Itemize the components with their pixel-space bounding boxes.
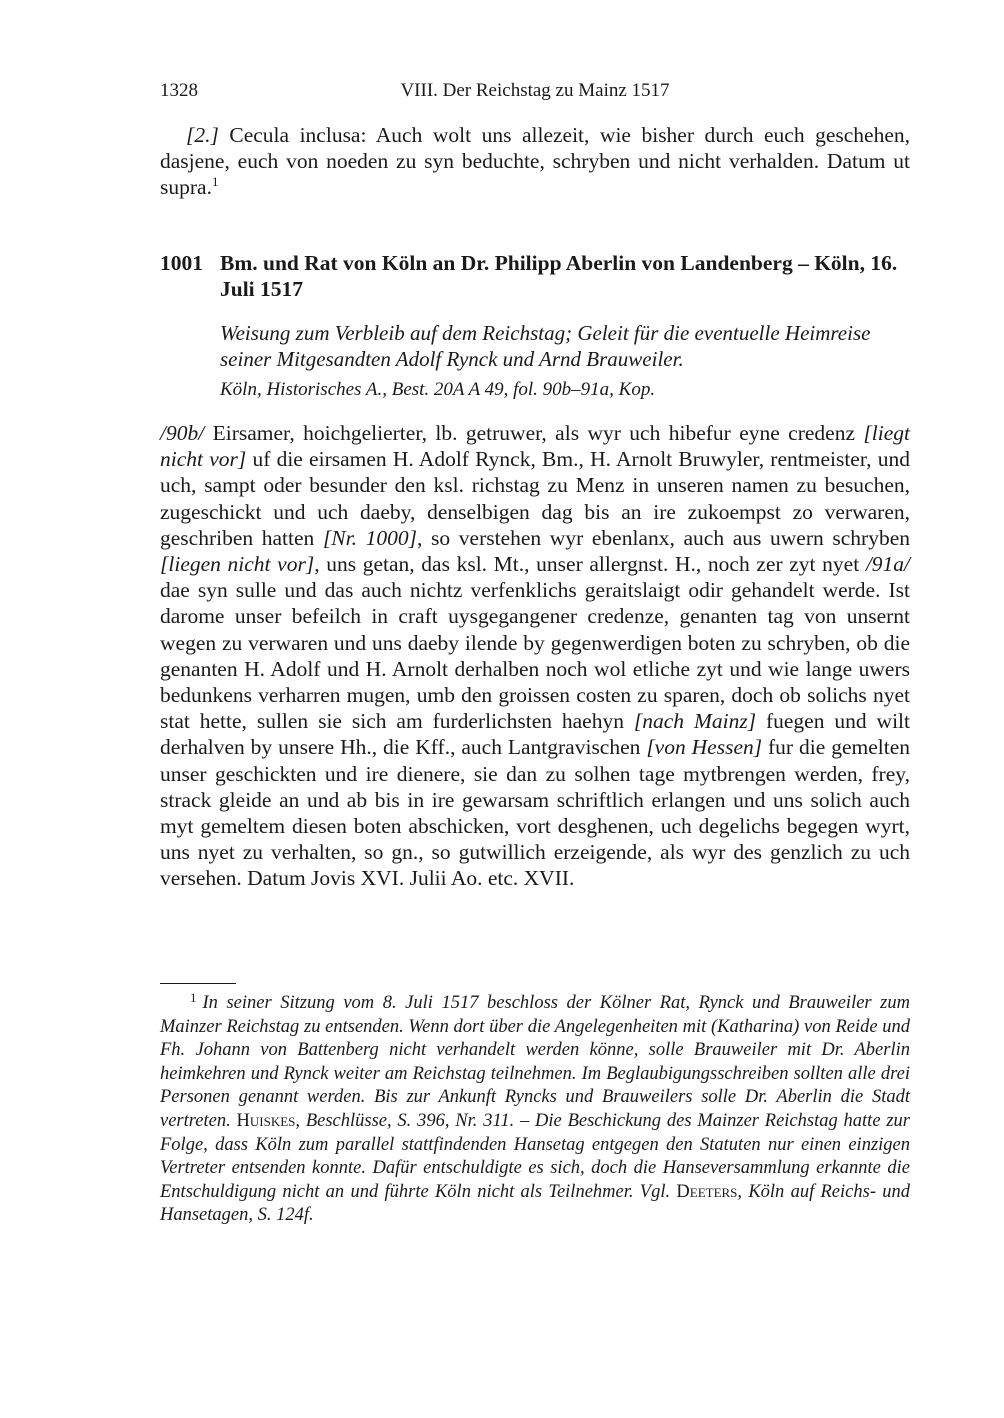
document-source: Köln, Historisches A., Best. 20A A 49, fol. 90b–91a, Kop. (220, 379, 656, 400)
document-title: Bm. und Rat von Köln an Dr. Philipp Aberlin von Landenberg – Köln, 16. Juli 1517 (220, 251, 898, 301)
paragraph-text: Cecula inclusa: Auch wolt uns allezeit, wie bisher durch euch geschehen, dasjene, euch von noeden zu syn beduchte, schryben und nicht verhalden. Datum ut supra. (160, 123, 910, 200)
author-name: Huiskes (236, 1110, 296, 1131)
running-title: VIII. Der Reichstag zu Mainz 1517 (400, 80, 670, 101)
editorial-note: [Nr. 1000] (322, 525, 418, 550)
footnote (160, 986, 910, 1228)
text-segment: dae syn sulle und das auch nichtz verfenklichs geraitslaigt odir gehandelt werde. Ist darome unser befeilch in craft uysgegangener credenze, genanten tag von unsernt wegen zu verwaren und uns daeby ilende by gegenwerdigen boten zu schryben, ob die genanten H. Adolf und H. Arnolt derhalben noch wol etliche zyt und wie lange uwers bedunkens verharren mugen, umb den groissen costen zu sparen, doch ob solichs nyet stat hette, sullen sie sich am furderlichsten haehyn (160, 578, 910, 734)
footnote-divider (160, 983, 236, 984)
author-name: Deeters (676, 1181, 738, 1202)
text-segment: fur die gemelten unser geschickten und ire dienere, sie dan zu solhen tage mytbrengen werden, frey, strack gleide an und ab bis in ire gewarsam schriftlich erlangen und uns solich auch myt gemeltem diesen boten abschicken, vort desghenen, uch degelichs begegen wyrt, uns nyet zu verhalten, so gn., so gutwillich erzeigende, als wyr des genzlich zu uch versehen. Datum Jovis XVI. Julii Ao. etc. XVII. (160, 735, 910, 891)
editorial-note: [nach Mainz] (633, 709, 757, 734)
footnote-text: , Köln auf Reichs- und Hansetagen, S. 124f. (160, 1181, 911, 1226)
document-regest: Weisung zum Verbleib auf dem Reichstag; Geleit für die eventuelle Heimreise seiner Mitgesandten Adolf Rynck und Arnd Brauweiler. (220, 321, 871, 371)
text-segment: , uns getan, das ksl. Mt., unser allergnst. H., noch zer zyt nyet (314, 552, 866, 577)
folio-marker: /90b/ (160, 421, 205, 445)
editorial-note: [liegt nicht vor] (160, 421, 910, 472)
text-segment: Eirsamer, hoichgelierter, lb. getruwer, als wyr uch hibefur eyne credenz (204, 421, 864, 445)
text-segment: uf die eirsamen H. Adolf Rynck, Bm., H. Arnolt Bruwyler, rentmeister, und uch, sampt oder besunder den ksl. richstag zu Menz in unseren namen zu besuchen, zugeschickt und uch daeby, denselbigen dag bis an ire zukoempst zo verwaren, geschriben hatten (160, 447, 910, 550)
page-number: 1328 (160, 80, 198, 101)
paragraph-letter (160, 420, 910, 892)
footnote-reference: 1 (211, 174, 219, 190)
document-number: 1001 (160, 251, 203, 275)
text-segment: , so verstehen wyr ebenlanx, auch aus uwern schryben (417, 525, 910, 550)
folio-marker: /91a/ (865, 552, 911, 577)
editorial-note: [von Hessen] (646, 735, 763, 760)
footnote-text: , Beschlüsse, S. 396, Nr. 311. – Die Beschickung des Mainzer Reichstag hatte zur Folge, dass Köln zum parallel stattfindenden Hansetag entgegen den Statuten nur einen einzigen Vertreter entsenden konnte. Dafür entschuldigte es sich, doch die Hanseversammlung erkannte die Entschuldigung nicht an und führte Köln nicht als Teilnehmer. Vgl. (160, 1110, 910, 1202)
paragraph-cecula (160, 122, 910, 201)
text-segment: fuegen und wilt derhalven by unsere Hh., die Kff., auch Lantgravischen (160, 709, 910, 760)
footnote-mark: 1 (190, 990, 197, 1005)
editorial-note: [liegen nicht vor] (160, 552, 315, 577)
section-marker: [2.] (186, 123, 219, 147)
document-heading (160, 250, 910, 302)
footnote-text: In seiner Sitzung vom 8. Juli 1517 beschloss der Kölner Rat, Rynck und Brauweiler zum Mainzer Reichstag zu entsenden. Wenn dort über die Angelegenheiten mit (Katharina) von Reide und Fh. Johann von Battenberg nicht verhandelt werden könne, solle Brauweiler mit Dr. Aberlin heimkehren und Rynck weiter am Reichstag teilnehmen. Im Beglaubigungsschreiben sollten alle drei Personen genannt werden. Bis zur Ankunft Ryncks und Brauweilers solle Dr. Aberlin die Stadt vertreten. (160, 993, 910, 1131)
running-head (160, 80, 910, 108)
